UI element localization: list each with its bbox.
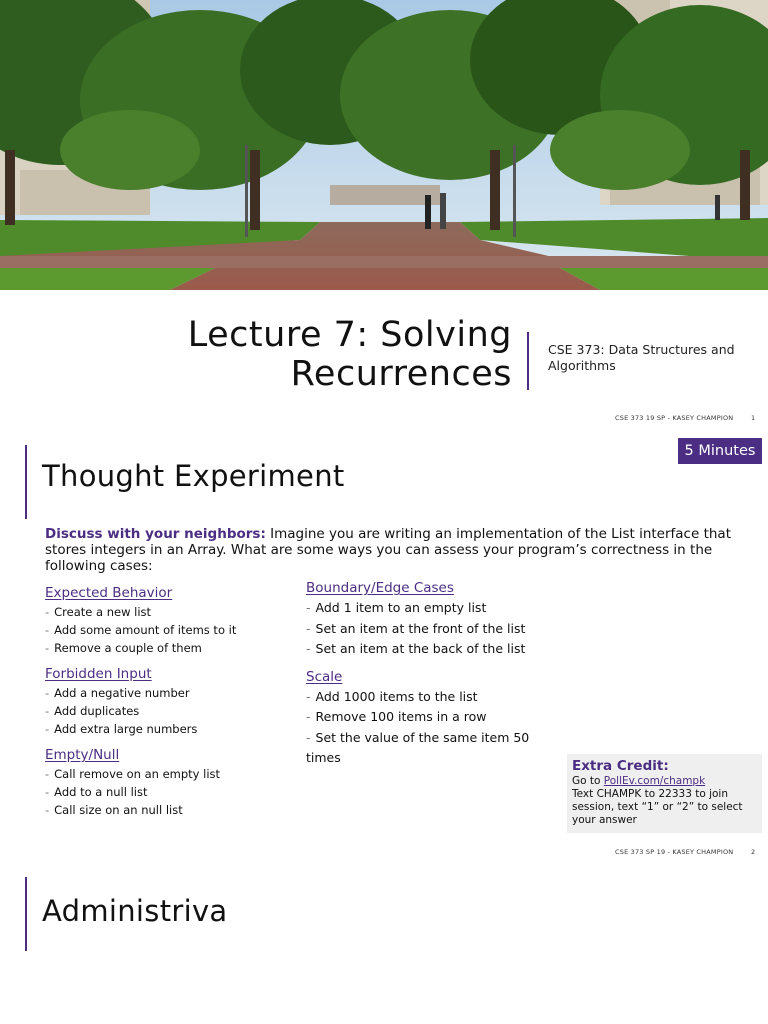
page-number: 2 [751, 848, 756, 856]
list-item: - Add some amount of items to it [45, 623, 237, 637]
left-column [45, 584, 295, 827]
discussion-prompt [45, 526, 735, 574]
right-column [306, 579, 566, 777]
section-list [306, 598, 566, 660]
section-heading: Forbidden Input [45, 666, 152, 682]
slide-title: Thought Experiment [42, 459, 345, 493]
list-item: - Call remove on an empty list [45, 767, 221, 781]
section-heading: Scale [306, 668, 343, 685]
section-heading: Expected Behavior [45, 585, 173, 601]
footer-text: CSE 373 SP 19 - KASEY CHAMPION [615, 848, 734, 856]
prompt-lead: Discuss with your neighbors: [45, 526, 266, 542]
list-item: - Set an item at the front of the list [306, 620, 526, 636]
section-heading: Empty/Null [45, 747, 120, 763]
footer-text: CSE 373 19 SP - KASEY CHAMPION [615, 414, 734, 422]
slide-footer [615, 414, 756, 422]
section-heading: Boundary/Edge Cases [306, 580, 454, 596]
list-item: - Remove 100 items in a row [306, 709, 487, 724]
list-item: - Add a negative number [45, 686, 190, 700]
timer-badge: 5 Minutes [678, 438, 762, 464]
page-number: 1 [751, 414, 756, 422]
extra-credit-text: Text CHAMPK to 22333 to join session, text “1” or “2” to select your answer [572, 788, 743, 826]
title-accent-bar [25, 445, 27, 519]
section-list [306, 687, 566, 769]
lecture-title [52, 316, 512, 394]
list-item: - Create a new list [45, 605, 152, 619]
lecture-title-line2: Recurrences [290, 354, 512, 394]
list-item: - Add duplicates [45, 704, 140, 718]
list-item: - Remove a couple of them [45, 641, 202, 655]
slide-title: Administriva [42, 894, 228, 928]
course-name: CSE 373: Data Structures and Algorithms [548, 342, 735, 373]
list-item: - Call size on an null list [45, 803, 183, 817]
thought-experiment-slide [0, 433, 768, 865]
section-list [45, 684, 295, 738]
campus-photo [0, 0, 768, 290]
administriva-slide [0, 865, 768, 1024]
prompt-body: Imagine you are writing an implementation of the List interface that stores integers in an Array. What are some ways you can assess your program’s correctness in the following cases: [45, 526, 731, 574]
section-list [45, 603, 295, 657]
lecture-title-line1: Lecture 7: Solving [187, 315, 512, 355]
list-item: - Add to a null list [45, 785, 148, 799]
pollev-link[interactable]: PollEv.com/champk [603, 775, 706, 787]
extra-credit-box [567, 754, 762, 833]
title-divider [527, 332, 529, 390]
title-accent-bar [25, 877, 27, 951]
section-list [45, 765, 295, 819]
list-item: - Set an item at the back of the list [306, 641, 526, 656]
list-item: - Add 1000 items to the list [306, 688, 478, 704]
slide-footer [615, 848, 756, 856]
extra-credit-title: Extra Credit: [572, 758, 669, 774]
list-item: - Add extra large numbers [45, 722, 198, 736]
title-slide [0, 0, 768, 433]
extra-credit-goto: Go to PollEv.com/champk [572, 775, 706, 787]
list-item: - Add 1 item to an empty list [306, 600, 487, 615]
list-item: - Set the value of the same item 50 times [306, 729, 530, 765]
